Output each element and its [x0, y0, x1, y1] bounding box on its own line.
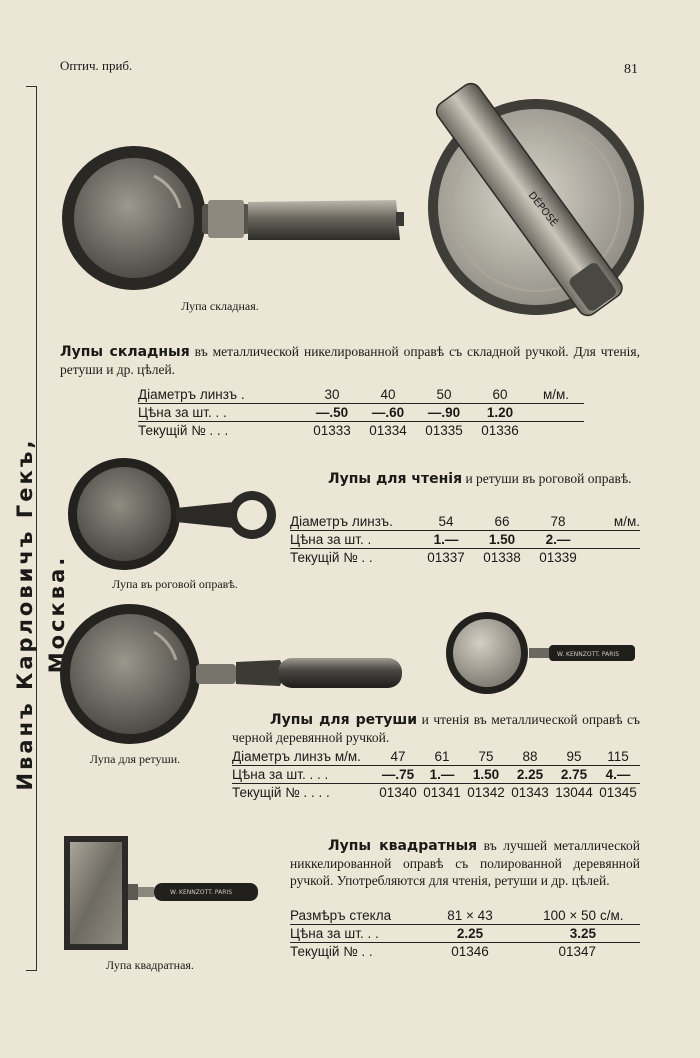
product-3-spec-table — [232, 748, 640, 801]
table-row: Текущій № . . 01346 01347 — [290, 944, 596, 959]
page-number: 81 — [624, 62, 638, 77]
product-4-title: Лупы квадратныя — [328, 838, 478, 854]
folding-magnifier-open-image — [418, 95, 640, 340]
sidebar-bracket-bottom — [26, 964, 37, 971]
product-3-caption: Лупа для ретуши. — [89, 752, 181, 766]
product-2-text: и ретуши въ роговой оправѣ. — [462, 471, 632, 486]
row-label: Цѣна за шт. . . . — [232, 766, 376, 784]
table-row: Цѣна за шт. . . 2.25 3.25 — [290, 925, 640, 943]
row-label: Текущій № . . . . — [232, 785, 330, 800]
row-label: Діаметръ линзъ . — [138, 386, 304, 404]
row-label: Размѣръ стекла — [290, 907, 420, 925]
table-row: Размѣръ стекла 81 × 43 100 × 50 с/м. — [290, 907, 640, 925]
product-2-spec-table — [290, 513, 640, 566]
product-1-title: Лупы складныя — [60, 344, 190, 360]
publisher-imprint: Иванъ Карловичъ Гекъ, Москва. — [13, 437, 69, 791]
square-magnifier-image — [62, 832, 262, 954]
product-1-description — [60, 343, 640, 378]
row-label: Цѣна за шт. . — [290, 531, 418, 549]
folding-magnifier-image — [62, 140, 412, 295]
product-2-caption: Лупа въ роговой оправѣ. — [112, 577, 238, 591]
row-label: Цѣна за шт. . . — [138, 404, 304, 422]
section-header: Оптич. приб. — [60, 58, 133, 73]
table-row: Цѣна за шт. . . —.50 —.60 —.90 1.20 — [138, 404, 584, 422]
product-1-caption: Лупа складная. — [181, 299, 259, 313]
row-label: Цѣна за шт. . . — [290, 925, 420, 943]
table-row: Діаметръ линзъ м/м. 47 61 75 88 95 115 — [232, 748, 640, 766]
emboss-text: DÉPOSÉ — [525, 190, 560, 229]
product-1-text: въ металлической никелированной оправѣ съ складной ручкой. Для чтенія, ретуши и др. цѣлей. — [60, 344, 640, 377]
handle-mark: W. KENNZOTT. PARIS — [170, 889, 233, 896]
row-label: Діаметръ линзъ. — [290, 513, 418, 531]
product-2-description — [290, 470, 640, 488]
small-magnifier-image — [445, 612, 637, 696]
row-label: Текущій № . . . — [138, 423, 229, 438]
handle-mark: W. KENNZOTT. PARIS — [557, 651, 620, 658]
product-4-description — [290, 837, 640, 889]
table-row: Текущій № . . . . 01340 01341 01342 01343 13044 01345 — [232, 785, 637, 800]
table-row: Цѣна за шт. . 1.— 1.50 2.— — [290, 531, 640, 549]
product-4-text: въ лучшей металлической никкелированной оправѣ съ полированной деревянной ручкой. Употребляются для чтенія, ретуши и др. цѣлей. — [290, 838, 640, 888]
product-4-caption: Лупа квадратная. — [106, 958, 194, 972]
row-label: Текущій № . . — [290, 944, 373, 959]
product-3-description — [232, 711, 640, 746]
row-label: Діаметръ линзъ м/м. — [232, 748, 376, 766]
table-row: Діаметръ линзъ. 54 66 78 м/м. — [290, 514, 640, 529]
product-1-spec-table — [138, 386, 584, 439]
product-2-title: Лупы для чтенія — [328, 471, 463, 487]
table-row: Текущій № . . . 01333 01334 01335 01336 — [138, 423, 519, 438]
row-label: Текущій № . . — [290, 550, 373, 565]
table-row: Текущій № . . 01337 01338 01339 — [290, 550, 577, 565]
table-row: Діаметръ линзъ . 30 40 50 60 м/м. — [138, 386, 584, 404]
product-3-title: Лупы для ретуши — [270, 712, 418, 728]
product-3-text: и чтенія въ металлической оправѣ съ черной деревянной ручкой. — [232, 712, 640, 745]
table-row: Цѣна за шт. . . . —.75 1.— 1.50 2.25 2.75 4.— — [232, 766, 640, 784]
product-4-spec-table — [290, 907, 640, 960]
horn-magnifier-image — [66, 458, 278, 572]
